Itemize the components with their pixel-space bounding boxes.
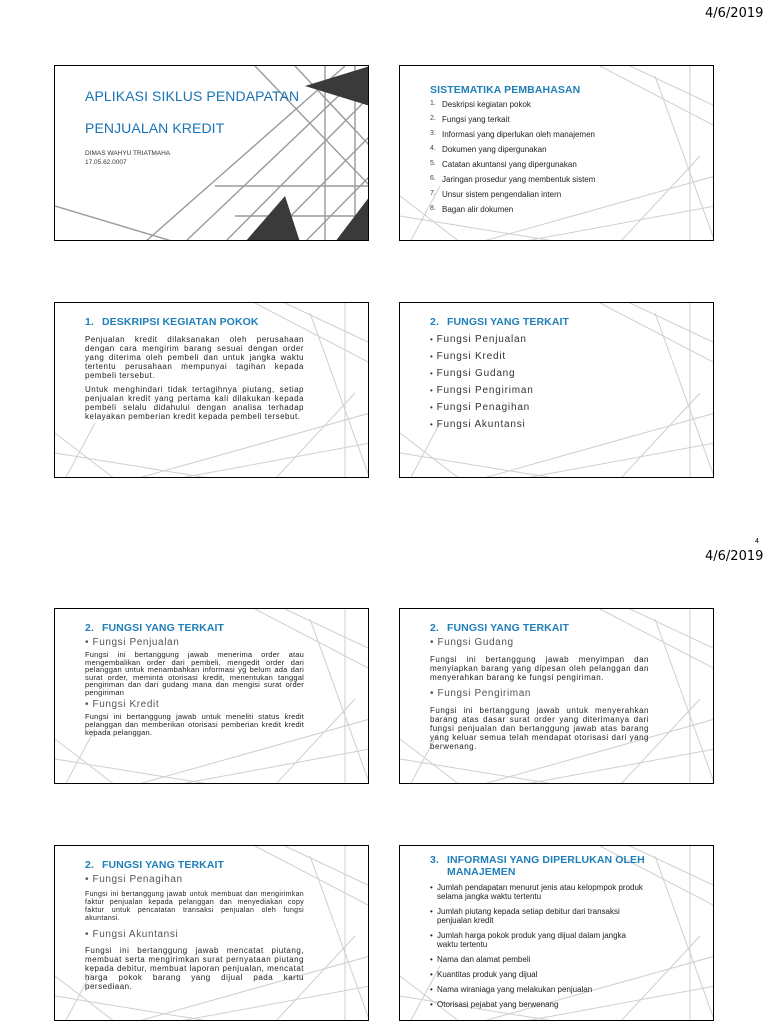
paragraph: Untuk menghindari tidak tertagihnya piutang, setiap penjualan kredit yang pertama kali dilakukan kepada pembeli selalu didahului dengan analisa terhadap kelayakan pemberian kredit kepada pembeli tersebut.: [85, 385, 304, 421]
sub-heading: • Fungsi Kredit: [85, 699, 160, 710]
list-item: 3. Informasi yang diperlukan oleh manajemen: [430, 130, 595, 139]
slide-title-line1: APLIKASI SIKLUS PENDAPATAN: [85, 88, 300, 104]
list-item: • Fungsi Kredit: [430, 351, 693, 362]
list-item: • Fungsi Akuntansi: [430, 419, 693, 430]
list-item: • Nama dan alamat pembeli: [430, 955, 649, 964]
page-date-middle: 4/6/2019: [705, 549, 764, 564]
page-date-top: 4/6/2019: [705, 6, 764, 21]
list-item: 8. Bagan alir dokumen: [430, 205, 514, 214]
list-item: • Fungsi Gudang: [430, 368, 693, 379]
fungsi-list: [430, 334, 693, 430]
list-item: • Fungsi Penagihan: [430, 402, 693, 413]
slide-heading: 3. INFORMASI YANG DIPERLUKAN OLEH MANAJEMEN: [430, 854, 645, 878]
paragraph: Penjualan kredit dilaksanakan oleh perusahaan dengan cara mengirim barang sesuai dengan order yang diterima oleh pembeli dan untuk jangka waktu tertentu perusahaan mempunyai tagihan kepada pembeli tersebut.: [85, 335, 304, 380]
sub-heading: • Fungsi Penagihan: [85, 874, 183, 885]
paragraph: Fungsi ini bertanggung jawab menerima order atau mengembalikan order dari pembeli, mengedit order dari pelanggan untuk menambahkan informasi yg belum ada dari surat order, meminta otorisasi kredit, menentukan tanggal pengiriman dan dari gudang mana dan mengisi surat order pengiriman: [85, 650, 304, 697]
slide-informasi: [399, 845, 714, 1021]
sub-heading: • Fungsi Pengiriman: [430, 688, 532, 699]
list-item: 6. Jaringan prosedur yang membentuk sistem: [430, 175, 596, 184]
informasi-list: [430, 883, 649, 1009]
list-item: 7. Unsur sistem pengendalian intern: [430, 190, 562, 199]
list-item: 4. Dokumen yang dipergunakan: [430, 145, 547, 154]
author-name: DIMAS WAHYU TRIATMAHA: [85, 150, 171, 157]
list-item: • Jumlah piutang kepada setiap debitur dari transaksi penjualan kredit: [430, 907, 649, 925]
paragraph: Fungsi ini bertanggung jawab menyimpan dan menyiapkan barang yang dipesan oleh pelanggan dan menyerahkan barang ke fungsi pengiriman.: [430, 655, 649, 682]
paragraph: Fungsi ini bertanggung jawab untuk menyerahkan barang atas dasar surat order yang diterimanya dari fungsi penjualan dan bertanggung jawab atas barang yang keluar semua telah mendapat otorisasi dari yang berwenang.: [430, 706, 649, 751]
slide-heading: 2. FUNGSI YANG TERKAIT: [85, 622, 225, 634]
list-item: • Jumlah pendapatan menurut jenis atau kelopmpok produk selama jangka waktu tertentu: [430, 883, 649, 901]
paragraph: Fungsi ini bertanggung jawab untuk meneliti status kredit pelanggan dan memberikan otorisasi pemberian kredit kredit kepada pelanggan.: [85, 712, 304, 737]
list-item: 2. Fungsi yang terkait: [430, 115, 510, 124]
list-item: • Fungsi Penjualan: [430, 334, 693, 345]
slide-sistematika: [399, 65, 714, 241]
paragraph: Fungsi ini bertanggung jawab mencatat piutang, membuat serta mengirimkan surat pernyataan piutang kepada debitur, membuat laporan penjualan, mencatat harga pokok barang yang dijual pada kartu persediaan.: [85, 946, 304, 991]
slide-heading: SISTEMATIKA PEMBAHASAN: [430, 84, 581, 96]
page-marker: 4: [755, 538, 759, 545]
paragraph: Fungsi ini bertanggung jawab untuk membuat dan mengirimkan faktur penjualan kepada pelanggan dan menyediakan copy faktur untuk pencatatan transaksi penjualan oleh fungsi akuntansi.: [85, 891, 304, 922]
list-item: • Kuantitas produk yang dijual: [430, 970, 649, 979]
slide-heading: 2. FUNGSI YANG TERKAIT: [430, 316, 570, 328]
slide-fungsi-gudang: [399, 608, 714, 784]
slide-fungsi-list: [399, 302, 714, 478]
slide-heading: 1. DESKRIPSI KEGIATAN POKOK: [85, 316, 259, 328]
list-item: 1. Deskripsi kegiatan pokok: [430, 100, 531, 109]
slide-heading: 2. FUNGSI YANG TERKAIT: [85, 859, 225, 871]
sub-heading: • Fungsi Gudang: [430, 637, 514, 648]
list-item: • Jumlah harga pokok produk yang dijual dalam jangka waktu tertentu: [430, 931, 649, 949]
list-item: • Fungsi Pengiriman: [430, 385, 693, 396]
sub-heading: • Fungsi Penjualan: [85, 637, 180, 648]
author-id: 17.05.62.0007: [85, 159, 127, 166]
slide-title: [54, 65, 369, 241]
slide-title-line2: PENJUALAN KREDIT: [85, 120, 225, 136]
slide-deskripsi: [54, 302, 369, 478]
sub-heading: • Fungsi Akuntansi: [85, 929, 179, 940]
slide-heading: 2. FUNGSI YANG TERKAIT: [430, 622, 570, 634]
slide-fungsi-penagihan: [54, 845, 369, 1021]
list-item: 5. Catatan akuntansi yang dipergunakan: [430, 160, 577, 169]
list-item: • Otorisasi pejabat yang berwenang: [430, 1000, 649, 1009]
topic-list: [430, 100, 693, 214]
slide-fungsi-penjualan: [54, 608, 369, 784]
list-item: • Nama wiraniaga yang melakukan penjualan: [430, 985, 649, 994]
